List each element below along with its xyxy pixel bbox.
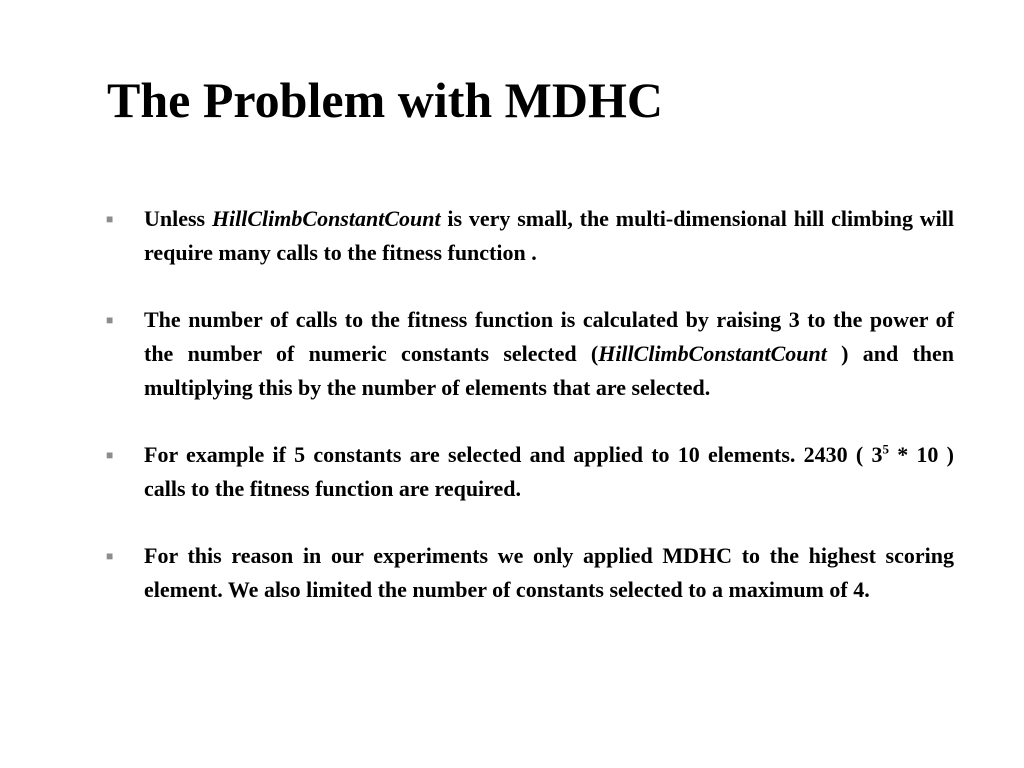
square-bullet-icon: ■ [106,549,114,563]
bullet-text-part: The number of calls to the fitness function is calculated by raising 3 to the power of the number of numeric constants selected ( [144,307,954,366]
bullet-text [144,303,954,405]
square-bullet-icon: ■ [106,448,114,462]
term-hillclimbconstantcount: HillClimbConstantCount [598,341,827,366]
bullet-text-part: Unless [144,206,212,231]
bullet-text-part: ) and then multiplying this by the number of elements that are selected. [144,341,954,400]
bullet-text-part: * 10 ) calls to the fitness function are required. [144,442,955,501]
square-bullet-icon: ■ [106,212,114,226]
bullet-item [106,202,954,270]
bullet-text-part: For example if 5 constants are selected and applied to 10 elements. 2430 ( 3 [144,442,883,467]
bullet-item [106,438,954,506]
bullet-list [106,202,954,640]
bullet-item [106,539,954,607]
bullet-text [144,438,954,506]
bullet-text-part: For this reason in our experiments we only applied MDHC to the highest scoring element. We also limited the number of constants selected to a maximum of 4. [144,543,954,602]
bullet-text [144,539,954,607]
square-bullet-icon: ■ [106,313,114,327]
term-hillclimbconstantcount: HillClimbConstantCount [211,206,441,231]
bullet-item [106,303,954,405]
bullet-text-part: is very small, the multi-dimensional hill climbing will require many calls to the fitness function . [144,206,954,265]
bullet-text [144,202,954,270]
slide-title: The Problem with MDHC [107,72,663,128]
exponent: 5 [882,441,889,457]
